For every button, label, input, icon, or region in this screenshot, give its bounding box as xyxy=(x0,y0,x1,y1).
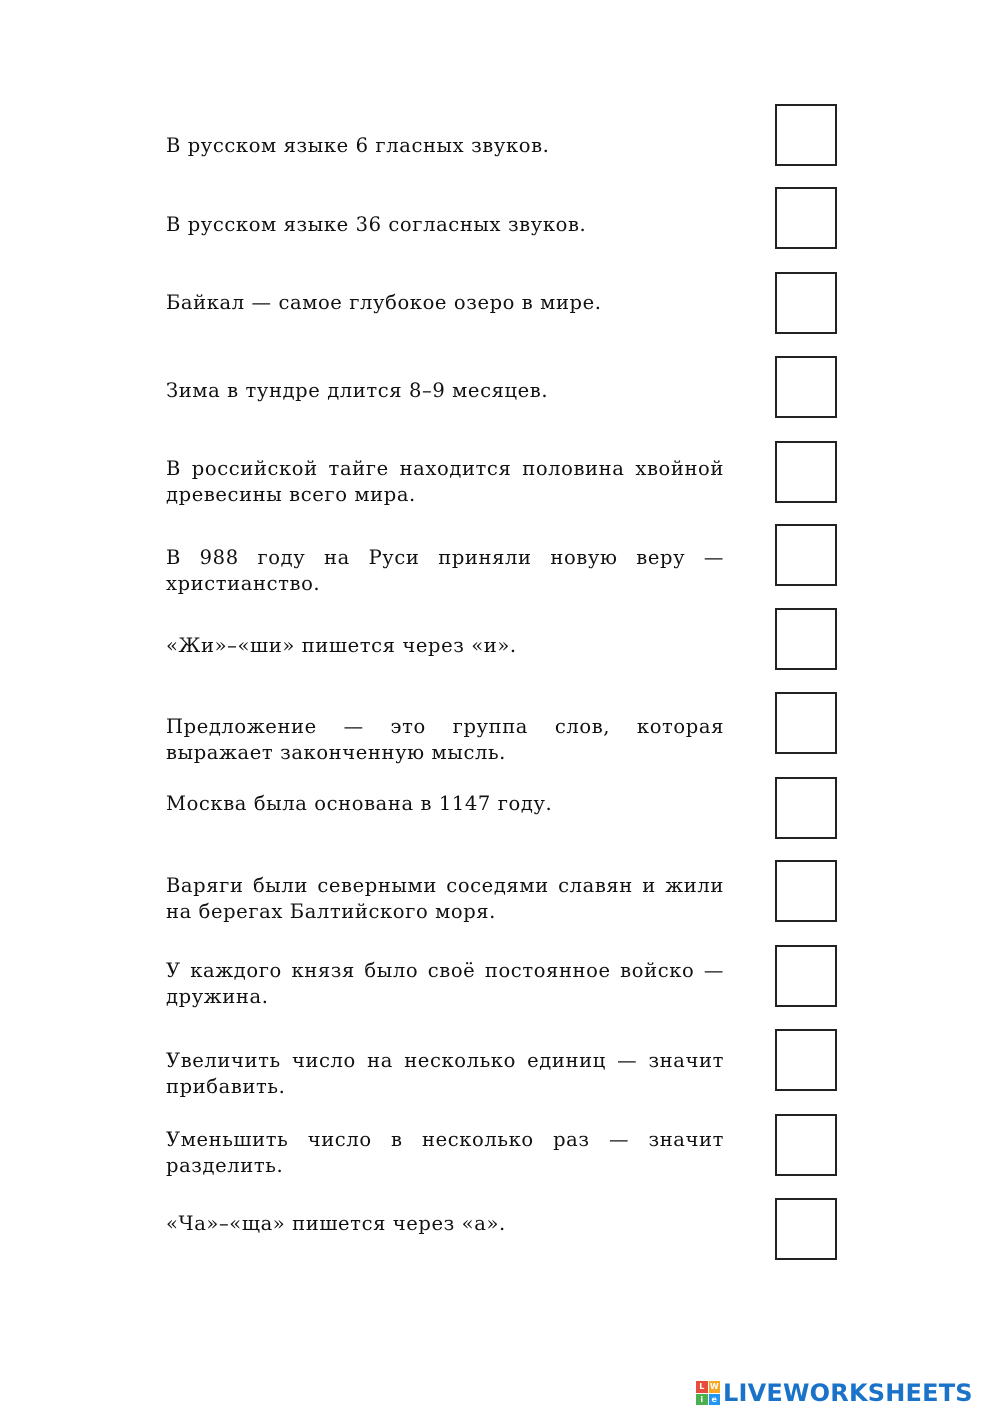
answer-box[interactable] xyxy=(775,1198,837,1260)
answer-box[interactable] xyxy=(775,187,837,249)
statement-text: Увеличить число на несколько единиц — значит прибавить. xyxy=(166,1049,724,1098)
answer-box[interactable] xyxy=(775,1029,837,1091)
answer-box[interactable] xyxy=(775,860,837,922)
statement-text: В русском языке 36 согласных звуков. xyxy=(166,213,587,236)
logo-cell: W xyxy=(709,1382,719,1391)
answer-box[interactable] xyxy=(775,608,837,670)
answer-box[interactable] xyxy=(775,692,837,754)
statement-text: Зима в тундре длится 8–9 месяцев. xyxy=(166,379,549,402)
statement-text: Москва была основана в 1147 году. xyxy=(166,792,553,815)
logo-cell: L xyxy=(696,1381,708,1393)
answer-box[interactable] xyxy=(775,945,837,1007)
statement-text: В 988 году на Руси приняли новую веру — христианство. xyxy=(166,546,724,595)
statement-text: У каждого князя было своё постоянное войско — дружина. xyxy=(166,959,724,1008)
statement-text: Уменьшить число в несколько раз — значит разделить. xyxy=(166,1128,724,1177)
liveworksheets-logo xyxy=(696,1378,973,1408)
statement-text: Предложение — это группа слов, которая выражает законченную мысль. xyxy=(166,715,724,764)
brand-name: LIVEWORKSHEETS xyxy=(723,1379,973,1407)
logo-cell: i xyxy=(696,1394,708,1406)
answer-box[interactable] xyxy=(775,272,837,334)
statement-text: В российской тайге находится половина хвойной древесины всего мира. xyxy=(166,457,724,506)
answer-box[interactable] xyxy=(775,524,837,586)
statement-text: «Ча»–«ща» пишется через «а». xyxy=(166,1212,506,1235)
answer-box[interactable] xyxy=(775,356,837,418)
answer-box[interactable] xyxy=(775,104,837,166)
statement-text: Байкал — самое глубокое озеро в мире. xyxy=(166,291,602,314)
answer-box[interactable] xyxy=(775,1114,837,1176)
logo-cell: e xyxy=(709,1394,721,1406)
statement-text: В русском языке 6 гласных звуков. xyxy=(166,134,550,157)
statement-text: «Жи»–«ши» пишется через «и». xyxy=(166,634,517,657)
statement-text: Варяги были северными соседями славян и жили на берегах Балтийского моря. xyxy=(166,874,724,923)
answer-box[interactable] xyxy=(775,441,837,503)
liveworksheets-logo-icon xyxy=(696,1381,720,1405)
answer-box[interactable] xyxy=(775,777,837,839)
